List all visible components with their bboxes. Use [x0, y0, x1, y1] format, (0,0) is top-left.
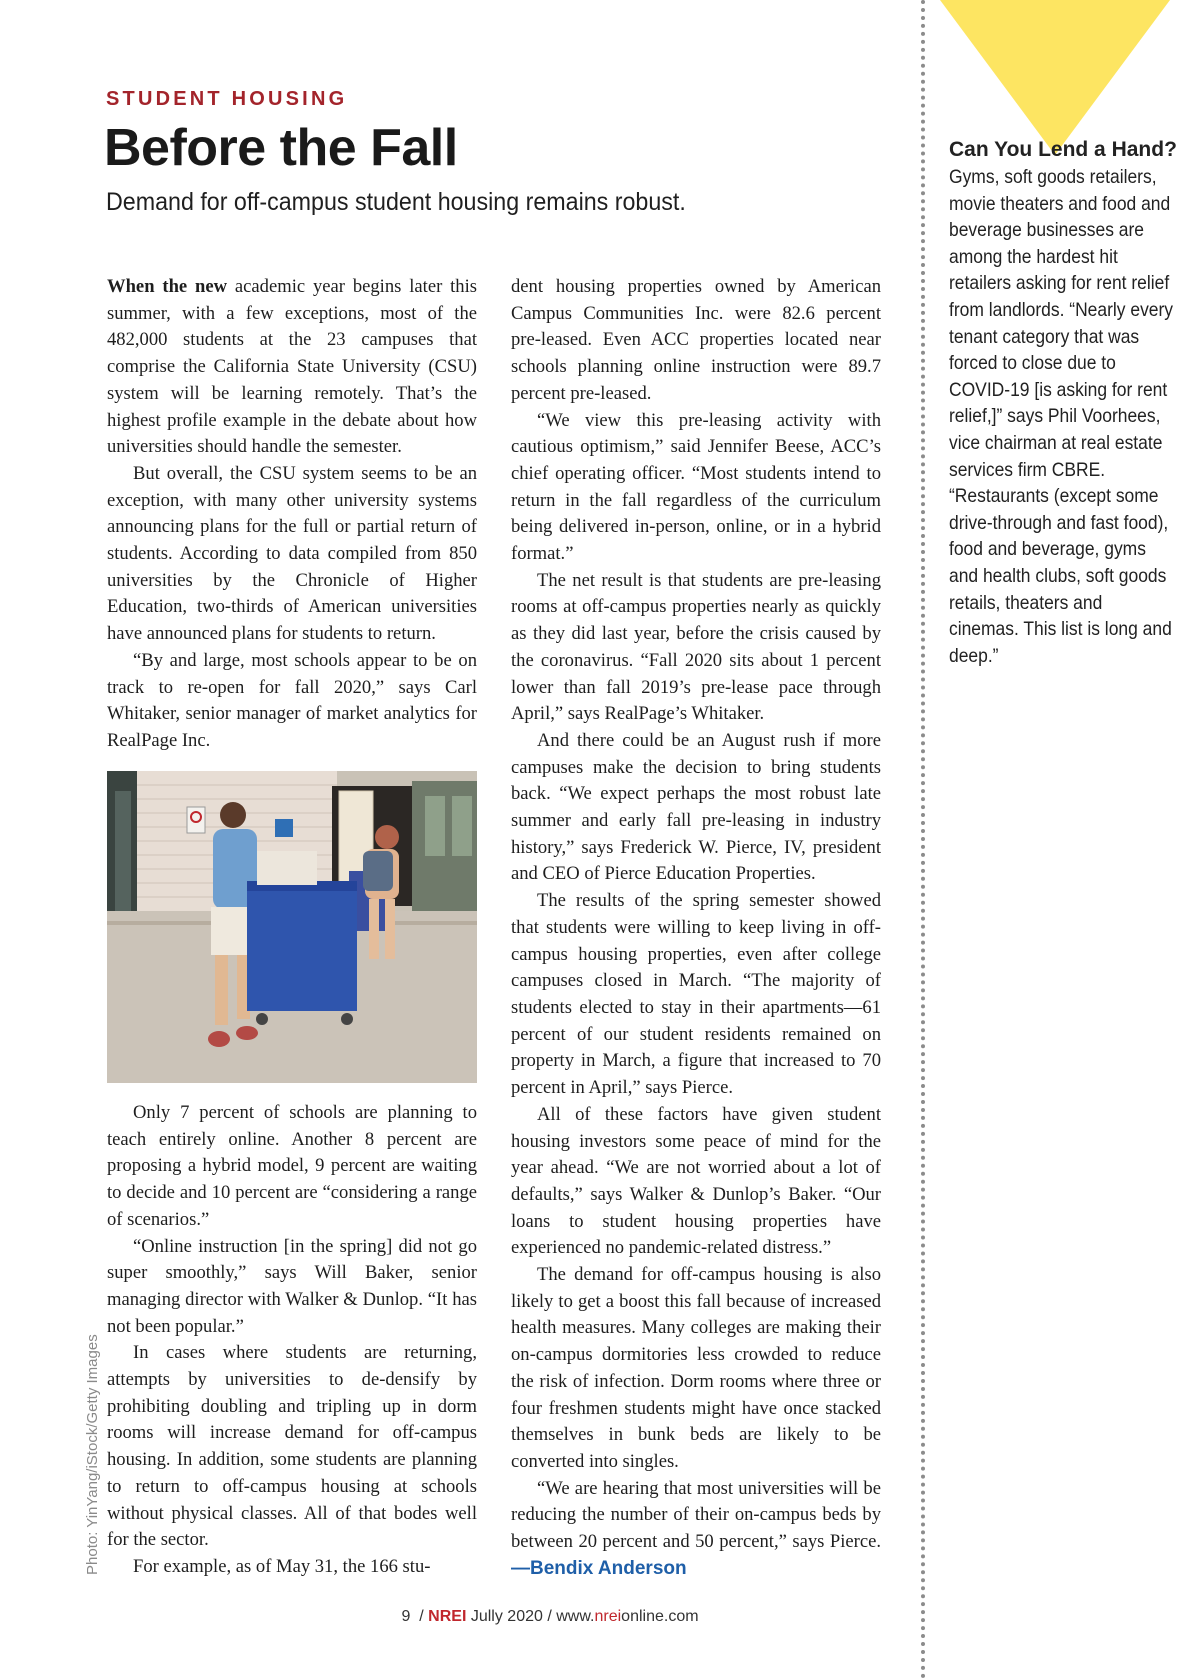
paragraph-3: “By and large, most schools appear to be on track to re-open for fall 2020,” says Carl Whitaker, senior manager of market analytics for RealPage Inc.: [107, 649, 477, 751]
url-prefix: www.: [556, 1608, 595, 1625]
page-footer: [0, 1608, 1200, 1626]
paragraph-5: “Online instruction [in the spring] did not go super smoothly,” says Will Baker, senior managing director with Walker & Dunlop. “It has not been popular.”: [107, 1235, 477, 1337]
footer-separator: /: [419, 1608, 424, 1625]
sidebar-title: Can You Lend a Hand?: [949, 138, 1177, 161]
publication-name: NREI: [428, 1608, 467, 1625]
paragraph-1-text: academic year begins later this summer, with a few exceptions, most of the 482,000 students at the 23 campuses that comprise the California State University (CSU) system will be learning remotely. That’s the highest profile example in the debate about how universities should handle the semester.: [107, 276, 477, 458]
sidebar-box: [949, 136, 1181, 669]
section-label: STUDENT HOUSING: [106, 88, 348, 110]
photo-students-moving-in: [107, 771, 477, 1083]
footer-separator-2: /: [547, 1608, 552, 1625]
paragraph-14: The demand for off-campus housing is also likely to get a boost this fall because of increased health measures. Many colleges are making their on-campus dormitories less crowded to reduce the risk of infection. Dorm rooms where three or four freshmen students might have once stacked themselves in bunk beds are likely to be converted into singles.: [511, 1264, 881, 1472]
article-column-middle: [511, 274, 881, 1582]
paragraph-1: [107, 274, 477, 461]
page-number: 9: [401, 1608, 411, 1625]
paragraph-6: In cases where students are returning, attempts by universities to de-densify by prohibiting doubling and tripling up in dorm rooms will increase demand for off-campus housing. In addition, some students are planning to return to off-campus housing at schools without physical classes. All of that bodes well for the sector.: [107, 1342, 477, 1551]
author-byline: —Bendix Anderson: [511, 1557, 687, 1579]
website-url: [556, 1608, 698, 1625]
article-deck: Demand for off-campus student housing remains robust.: [106, 188, 686, 216]
paragraph-7: For example, as of May 31, the 166 stu-: [133, 1555, 431, 1577]
paragraph-15: [511, 1476, 881, 1583]
paragraph-11: And there could be an August rush if more campuses make the decision to bring students back. “We expect perhaps the most robust late summer and early fall pre-leasing in industry history,” says Frederick W. Pierce, IV, president and CEO of Pierce Education Properties.: [511, 729, 881, 885]
article-column-left-upper: [107, 274, 477, 755]
paragraph-2: But overall, the CSU system seems to be an exception, with many other university systems announcing plans for the full or partial return of students. According to data compiled from 850 universities by the Chronicle of Higher Education, two-thirds of American universities have announced plans for students to return.: [107, 462, 477, 645]
footer-line: [401, 1608, 698, 1626]
paragraph-4: Only 7 percent of schools are planning to teach entirely online. Another 8 percent are proposing a hybrid model, 9 percent are waiting to decide and 10 percent are “considering a range of scenarios.”: [107, 1102, 477, 1230]
photo-credit: Photo: YinYang/iStock/Getty Images: [84, 1334, 101, 1575]
issue-date: Jully 2020: [470, 1608, 543, 1625]
paragraph-15-text: “We are hearing that most universities will be reducing the number of their on-campus beds by between 20 percent and 50 percent,” says Pierce.: [511, 1477, 881, 1553]
paragraph-9: “We view this pre-leasing activity with cautious optimism,” said Jennifer Beese, ACC’s chief operating officer. “Most students intend to return in the fall regardless of the curriculum being delivered in-person, online, or in a hybrid format.”: [511, 409, 881, 565]
paragraph-13: All of these factors have given student housing investors some peace of mind for the year ahead. “We are not worried about a lot of defaults,” says Walker & Dunlop’s Baker. “Our loans to student housing properties have experienced no pandemic-related distress.”: [511, 1103, 881, 1259]
url-suffix: online.com: [621, 1608, 699, 1625]
article-headline: Before the Fall: [104, 119, 458, 177]
sidebar-body: Gyms, soft goods retailers, movie theaters and food and beverage businesses are among the hardest hit retailers asking for rent relief from landlords. “Nearly every tenant category that was forced to close due to COVID-19 [is asking for rent relief,]” says Phil Voorhees, vice chairman at real estate services firm CBRE. “Restaurants (except some drive-through and fast food), food and beverage, gyms and health clubs, soft goods retails, theaters and cinemas. This list is long and deep.”: [949, 166, 1174, 667]
column-divider: [921, 0, 925, 1680]
article-column-left-lower: [107, 1100, 477, 1581]
paragraph-10: The net result is that students are pre-leasing rooms at off-campus properties nearly as quickly as they did last year, before the crisis caused by the coronavirus. “Fall 2020 sits about 1 percent lower than fall 2019’s pre-lease pace through April,” says RealPage’s Whitaker.: [511, 569, 881, 725]
url-accent: nrei: [594, 1608, 622, 1625]
paragraph-8: dent housing properties owned by American Campus Communities Inc. were 82.6 percent pre-leased. Even ACC properties located near schools planning online instruction were 89.7 percent pre-leased.: [511, 276, 881, 404]
paragraph-12: The results of the spring semester showed that students were willing to keep living in off-campus housing properties, even after college campuses closed in March. “The majority of students elected to stay in their apartments—61 percent of our student residents remained on property in March, a figure that increased to 70 percent in April,” says Pierce.: [511, 890, 881, 1099]
sidebar-accent-triangle: [940, 0, 1200, 155]
lead-in: When the new: [107, 276, 228, 297]
article-photo: [107, 771, 477, 1083]
